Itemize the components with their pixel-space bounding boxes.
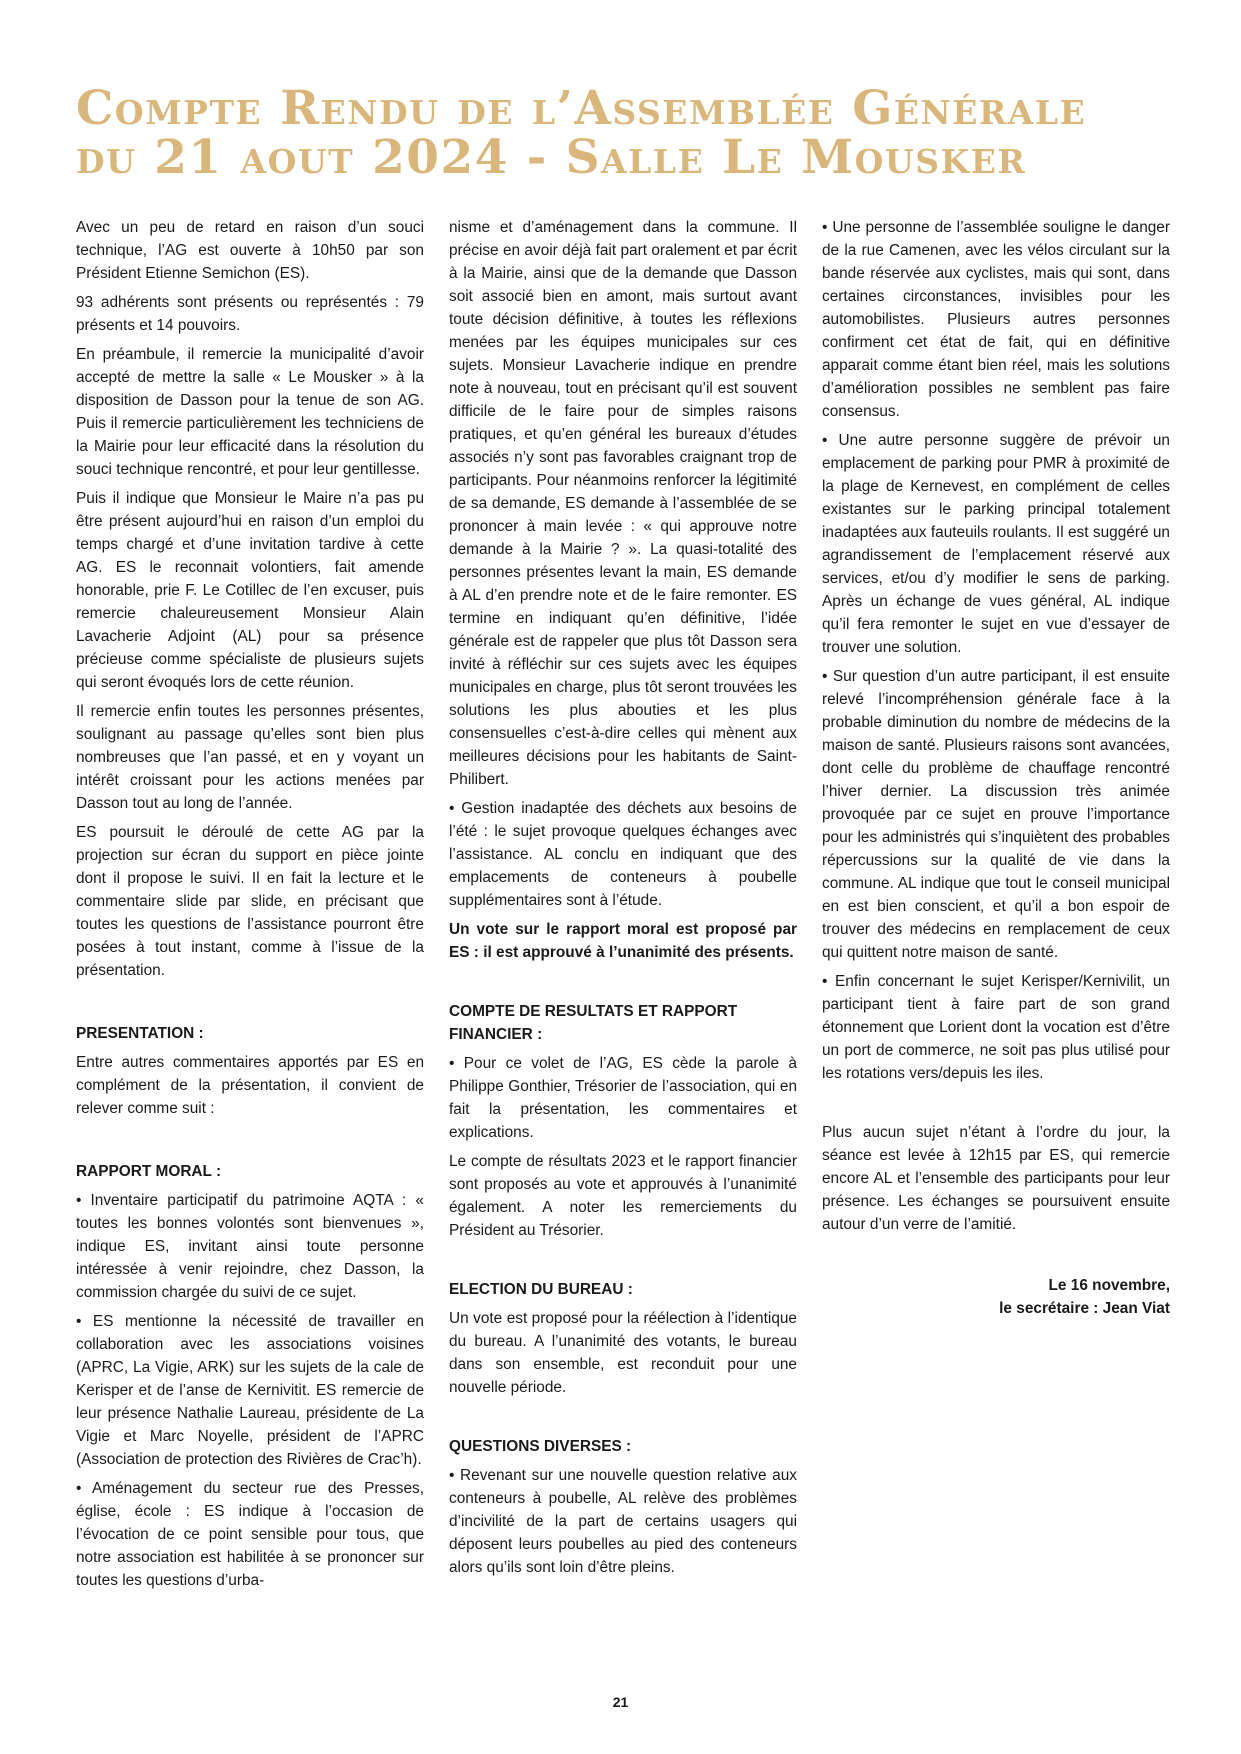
paragraph: Il remercie enfin toutes les personnes présentes, soulignant au passage qu’elles sont bien plus nombreuses que l’an passé, et en y voyant un intérêt croissant pour les actions menées par Dasson tout au long de l’année.: [76, 703, 424, 812]
paragraph: Un vote est proposé pour la réélection à l’identique du bureau. A l’unanimité des votants, le bureau dans son ensemble, est reconduit pour une nouvelle période.: [449, 1310, 797, 1396]
bullet-item: • Gestion inadaptée des déchets aux besoins de l’été : le sujet provoque quelques échanges avec l’assistance. AL conclu en indiquant que des emplacements de conteneurs à poubelle supplémentaires sont à l’étude.: [449, 800, 797, 909]
page-title: [76, 81, 1176, 185]
bullet-item: • Une autre personne suggère de prévoir un emplacement de parking pour PMR à proximité de la plage de Kernevest, en complément de celles existantes sur le parking principal totalement inadaptées aux fauteuils roulants. Il est suggéré un agrandissement de l’emplacement réservé aux services, et/ou d’y modifier le sens de parking. Après un échange de vues général, AL indique qu’il fera remonter le sujet en vue d’essayer de trouver une solution.: [822, 432, 1170, 656]
signature: [822, 1274, 1170, 1320]
section-heading-compte-resultats: COMPTE DE RESULTATS ET RAPPORT FINANCIER :: [449, 1003, 738, 1043]
paragraph: nisme et d’aménagement dans la commune. Il précise en avoir déjà fait part oralement et par écrit à la Mairie, ainsi que de la demande que Dasson soit associé bien en amont, mais surtout avant toute décision définitive, à toutes les réflexions menées par les équipes municipales sur ces sujets. Monsieur Lavacherie indique en prendre note à nouveau, tout en précisant qu’il est souvent difficile de le faire pour de simples raisons pratiques, et qu’en général les bureaux d’études associés n’y sont pas favorables craignant trop de participants. Pour néanmoins renforcer la légitimité de sa demande, ES demande à l’assemblée de se prononcer à main levée : « qui approuve notre demande à la Mairie ? ». La quasi-totalité des personnes présentes levant la main, ES demande à AL d’en prendre note et de le faire remonter. ES termine en indiquant qu’en définitive, l’idée générale est de rappeler que plus tôt Dasson sera invité à réfléchir sur ces sujets avec les équipes municipales en charge, plus tôt seront trouvées les solutions les plus abouties et les plus consensuelles c’est-à-dire celles qui mènent aux meilleures décisions pour les habitants de Saint-Philibert.: [449, 219, 797, 788]
bullet-item: • Revenant sur une nouvelle question relative aux conteneurs à poubelle, AL relève des problèmes d’incivilité de la part de certains usagers qui déposent leurs poubelles au pied des conteneurs alors qu’ils sont loin d’être pleins.: [449, 1467, 797, 1576]
bullet-item: • Pour ce volet de l’AG, ES cède la parole à Philippe Gonthier, Trésorier de l’association, qui en fait la présentation, les commentaires et explications.: [449, 1055, 797, 1141]
paragraph: Avec un peu de retard en raison d’un souci technique, l’AG est ouverte à 10h50 par son Président Etienne Semichon (ES).: [76, 219, 424, 282]
section-heading-presentation: PRESENTATION :: [76, 1025, 204, 1042]
section-heading-election-bureau: ELECTION DU BUREAU :: [449, 1281, 633, 1298]
signature-name: le secrétaire : Jean Viat: [999, 1300, 1170, 1317]
section-heading-rapport-moral: RAPPORT MORAL :: [76, 1163, 222, 1180]
signature-date: Le 16 novembre,: [1048, 1277, 1170, 1294]
paragraph: Entre autres commentaires apportés par ES en complément de la présentation, il convient de relever comme suit :: [76, 1054, 424, 1117]
bullet-item: • ES mentionne la nécessité de travailler en collaboration avec les associations voisines (APRC, La Vigie, ARK) sur les sujets de la cale de Kerisper et de l’anse de Kernivitit. ES remercie de leur présence Nathalie Laureau, présidente de La Vigie et Marc Noyelle, président de l’APRC (Association de protection des Rivières de Crac’h).: [76, 1313, 424, 1468]
bullet-item: • Une personne de l’assemblée souligne le danger de la rue Camenen, avec les vélos circulant sur la bande réservée aux cyclistes, mais qui sont, dans certaines circonstances, invisibles pour les automobilistes. Plusieurs autres personnes confirment cet état de fait, qui en définitive apparait comme étant bien réel, mais les solutions d’amélioration possibles ne semblent pas faire consensus.: [822, 219, 1170, 420]
bullet-item: • Inventaire participatif du patrimoine AQTA : « toutes les bonnes volontés sont bienvenues », indique ES, invitant ainsi toute personne intéressée à venir rejoindre, chez Dasson, la commission chargée du suivi de ce sujet.: [76, 1192, 424, 1301]
paragraph: Puis il indique que Monsieur le Maire n’a pas pu être présent aujourd’hui en raison d’un emploi du temps chargé et d’une invitation tardive à cette AG. ES le reconnait volontiers, fait amende honorable, prie F. Le Cotillec de l’en excuser, puis remercie chaleureusement Monsieur Alain Lavacherie Adjoint (AL) pour sa présence précieuse comme spécialiste de plusieurs sujets qui seront évoqués lors de cette réunion.: [76, 490, 424, 691]
column-3: [822, 216, 1170, 1320]
paragraph: ES poursuit le déroulé de cette AG par la projection sur écran du support en pièce jointe dont il propose le suivi. Il en fait la lecture et le commentaire slide par slide, en précisant que toutes les questions de l’assistance pourront être posées à tout instant, comme à l’issue de la présentation.: [76, 824, 424, 979]
paragraph: En préambule, il remercie la municipalité d’avoir accepté de mettre la salle « Le Mousker » à la disposition de Dasson pour la tenue de son AG. Puis il remercie particulièrement les techniciens de la Mairie pour leur efficacité dans la résolution du souci technique rencontré, et pour leur gentillesse.: [76, 346, 424, 478]
column-2: [449, 216, 797, 1585]
title-line-2: du 21 aout 2024 - Salle Le Mousker: [76, 130, 1027, 185]
section-heading-questions-diverses: QUESTIONS DIVERSES :: [449, 1438, 632, 1455]
closing-paragraph: Plus aucun sujet n’étant à l’ordre du jour, la séance est levée à 12h15 par ES, qui remercie encore AL et l’ensemble des participants pour leur présence. Les échanges se poursuivent ensuite autour d’un verre de l’amitié.: [822, 1124, 1170, 1233]
paragraph: 93 adhérents sont présents ou représentés : 79 présents et 14 pouvoirs.: [76, 294, 424, 334]
vote-statement: Un vote sur le rapport moral est proposé par ES : il est approuvé à l’unanimité des présents.: [449, 921, 797, 961]
bullet-item: • Sur question d’un autre participant, il est ensuite relevé l’incompréhension générale face à la probable diminution du nombre de médecins de la maison de santé. Plusieurs raisons sont avancées, dont celle du problème de chauffage rencontré l’hiver dernier. La discussion très animée provoquée par ce sujet en prouve l’importance pour les administrés qui s’inquiètent des probables répercussions sur la qualité de vie dans la commune. AL indique que tout le conseil municipal en est bien conscient, et qu’il a bon espoir de trouver des médecins en remplacement de ceux qui quittent notre maison de santé.: [822, 668, 1170, 961]
title-line-1: Compte Rendu de l’Assemblée Générale: [76, 81, 1087, 136]
bullet-item: • Enfin concernant le sujet Kerisper/Kernivilit, un participant tient à faire part de son grand étonnement que Lorient dont la vocation est d’être un port de commerce, ne soit pas plus utilisé pour les rotations vers/depuis les iles.: [822, 973, 1170, 1082]
page-number: 21: [612, 1694, 629, 1710]
bullet-item: • Aménagement du secteur rue des Presses, église, école : ES indique à l’occasion de l’évocation de ce point sensible pour tous, que notre association est habilitée à se prononcer sur toutes les questions d’urba-: [76, 1480, 424, 1589]
paragraph: Le compte de résultats 2023 et le rapport financier sont proposés au vote et approuvés à l’unanimité également. A noter les remerciements du Président au Trésorier.: [449, 1153, 797, 1239]
column-1: [76, 216, 424, 1598]
